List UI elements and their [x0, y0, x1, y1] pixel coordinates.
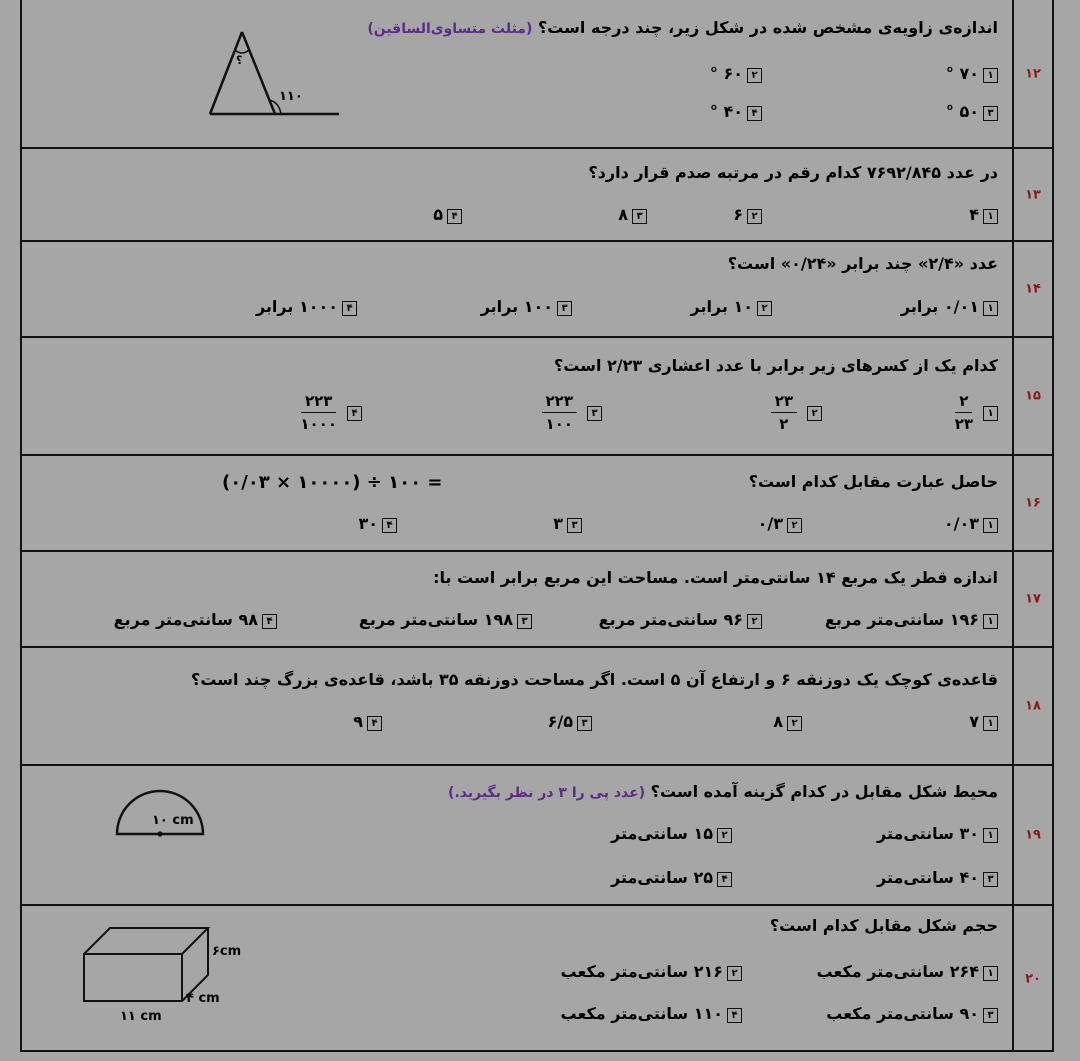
option-4[interactable]: ۴ $\frac{۲۲۳}{۱۰۰۰}$: [300, 392, 362, 433]
fraction: $\frac{۲۳}{۲}$: [771, 392, 797, 433]
option-2[interactable]: ۲۱۰ برابر: [690, 297, 772, 316]
exam-sheet: [20, 0, 1054, 1052]
option-1[interactable]: ۱۰/۰۳: [944, 514, 998, 533]
radius-label: ۱۰ cm: [152, 813, 194, 828]
question-row-20: [22, 904, 1052, 1052]
question-number: ۱۲: [1025, 66, 1041, 81]
question-text: اندازه قطر یک مربع ۱۴ سانتی‌متر است. مساحت این مربع برابر است با:: [433, 568, 998, 587]
question-note: (عدد پی را ۳ در نظر بگیرید.): [448, 785, 646, 801]
option-1[interactable]: ۱۷۰ °: [946, 64, 998, 83]
question-note: (مثلث متساوی‌الساقین): [367, 21, 533, 37]
length-label: ۱۱ cm: [120, 1009, 162, 1024]
question-text: عدد «۲/۴» چند برابر «۰/۲۴» است؟: [727, 254, 998, 273]
option-1[interactable]: ۱۱۹۶ سانتی‌متر مربع: [825, 610, 998, 629]
option-1[interactable]: ۱۳۰ سانتی‌متر: [877, 824, 998, 843]
option-4[interactable]: ۴۹۸ سانتی‌متر مربع: [114, 610, 277, 629]
question-row-19: [22, 764, 1052, 904]
cuboid-figure: [80, 926, 260, 1026]
fraction: $\frac{۲۲۳}{۱۰۰}$: [542, 392, 577, 433]
question-text: در عدد ۷۶۹۲/۸۴۵ کدام رقم در مرتبه صدم قرار دارد؟: [588, 163, 998, 182]
option-4[interactable]: ۴۳۰: [358, 514, 397, 533]
option-4[interactable]: ۴۱۰۰۰ برابر: [256, 297, 357, 316]
question-number: ۱۵: [1025, 388, 1041, 404]
option-3[interactable]: ۳۳: [553, 514, 582, 533]
option-3[interactable]: ۳ $\frac{۲۲۳}{۱۰۰}$: [542, 392, 602, 433]
question-text: کدام یک از کسرهای زیر برابر با عدد اعشاری ۲/۲۳ است؟: [554, 356, 998, 375]
math-expression: (۰/۰۳ × ۱۰۰۰۰) ÷ ۱۰۰ =: [222, 472, 443, 493]
isosceles-triangle-figure: [207, 30, 347, 120]
question-text: قاعده‌ی کوچک یک ذوزنقه ۶ و ارتفاع آن ۵ است. اگر مساحت ذوزنقه ۳۵ باشد، قاعده‌ی بزرگ چند است؟: [191, 670, 998, 689]
option-2[interactable]: ۲۱۵ سانتی‌متر: [611, 824, 732, 843]
option-3[interactable]: ۳۱۰۰ برابر: [481, 297, 572, 316]
question-number: ۱۹: [1025, 827, 1041, 843]
height-label: ۶cm: [212, 944, 242, 959]
depth-label: ۴ cm: [186, 991, 220, 1006]
question-text: حاصل عبارت مقابل کدام است؟: [748, 472, 998, 491]
question-text: محیط شکل مقابل در کدام گزینه آمده است؟ (عدد پی را ۳ در نظر بگیرید.): [448, 782, 998, 801]
option-4[interactable]: ۴۵: [433, 205, 462, 224]
option-2[interactable]: ۲۹۶ سانتی‌متر مربع: [599, 610, 762, 629]
option-2[interactable]: ۲۶: [733, 205, 762, 224]
question-row-18: [22, 646, 1052, 764]
question-text: حجم شکل مقابل کدام است؟: [769, 916, 998, 935]
question-row-13: [22, 147, 1052, 240]
option-3[interactable]: ۳۸: [618, 205, 647, 224]
question-text: اندازه‌ی زاویه‌ی مشخص شده در شکل زیر، چند درجه است؟ (مثلث متساوی‌الساقین): [367, 18, 998, 37]
option-3[interactable]: ۳۱۹۸ سانتی‌متر مربع: [359, 610, 532, 629]
option-1[interactable]: ۱ $\frac{۲}{۲۳}$: [955, 392, 998, 433]
option-3[interactable]: ۳۴۰ سانتی‌متر: [877, 868, 998, 887]
option-4[interactable]: ۴۱۱۰ سانتی‌متر مکعب: [561, 1004, 742, 1023]
option-1[interactable]: ۱۲۶۴ سانتی‌متر مکعب: [817, 962, 998, 981]
option-3[interactable]: ۳۹۰ سانتی‌متر مکعب: [826, 1004, 998, 1023]
question-number: ۱۶: [1025, 495, 1041, 511]
option-1[interactable]: ۱۷: [969, 712, 998, 731]
question-number: ۲۰: [1025, 971, 1041, 987]
question-row-16: [22, 454, 1052, 550]
semicircle-figure: [114, 790, 214, 840]
option-3[interactable]: ۳۶/۵: [548, 712, 592, 731]
fraction: $\frac{۲}{۲۳}$: [954, 392, 973, 433]
option-4[interactable]: ۴۲۵ سانتی‌متر: [611, 868, 732, 887]
angle-label: ۱۱۰: [279, 89, 303, 104]
option-4[interactable]: ۴۴۰ °: [710, 102, 762, 121]
option-2[interactable]: ۲۲۱۶ سانتی‌متر مکعب: [561, 962, 742, 981]
question-number: ۱۳: [1025, 187, 1041, 202]
unknown-angle-label: ؟: [236, 54, 243, 67]
option-3[interactable]: ۳۵۰ °: [946, 102, 998, 121]
option-1[interactable]: ۱۰/۰۱ برابر: [901, 297, 998, 316]
question-row-15: [22, 336, 1052, 454]
question-number: ۱۸: [1025, 698, 1041, 714]
option-2[interactable]: ۲۶۰ °: [710, 64, 762, 83]
option-4[interactable]: ۴۹: [353, 712, 382, 731]
option-1[interactable]: ۱۴: [969, 205, 998, 224]
question-number: ۱۴: [1025, 281, 1041, 297]
question-row-14: [22, 240, 1052, 336]
question-row-12: [22, 0, 1052, 147]
question-row-17: [22, 550, 1052, 646]
option-2[interactable]: ۲۸: [773, 712, 802, 731]
question-number: ۱۷: [1025, 591, 1041, 607]
fraction: $\frac{۲۲۳}{۱۰۰۰}$: [300, 392, 337, 433]
option-2[interactable]: ۲۰/۳: [758, 514, 802, 533]
option-2[interactable]: ۲ $\frac{۲۳}{۲}$: [771, 392, 822, 433]
